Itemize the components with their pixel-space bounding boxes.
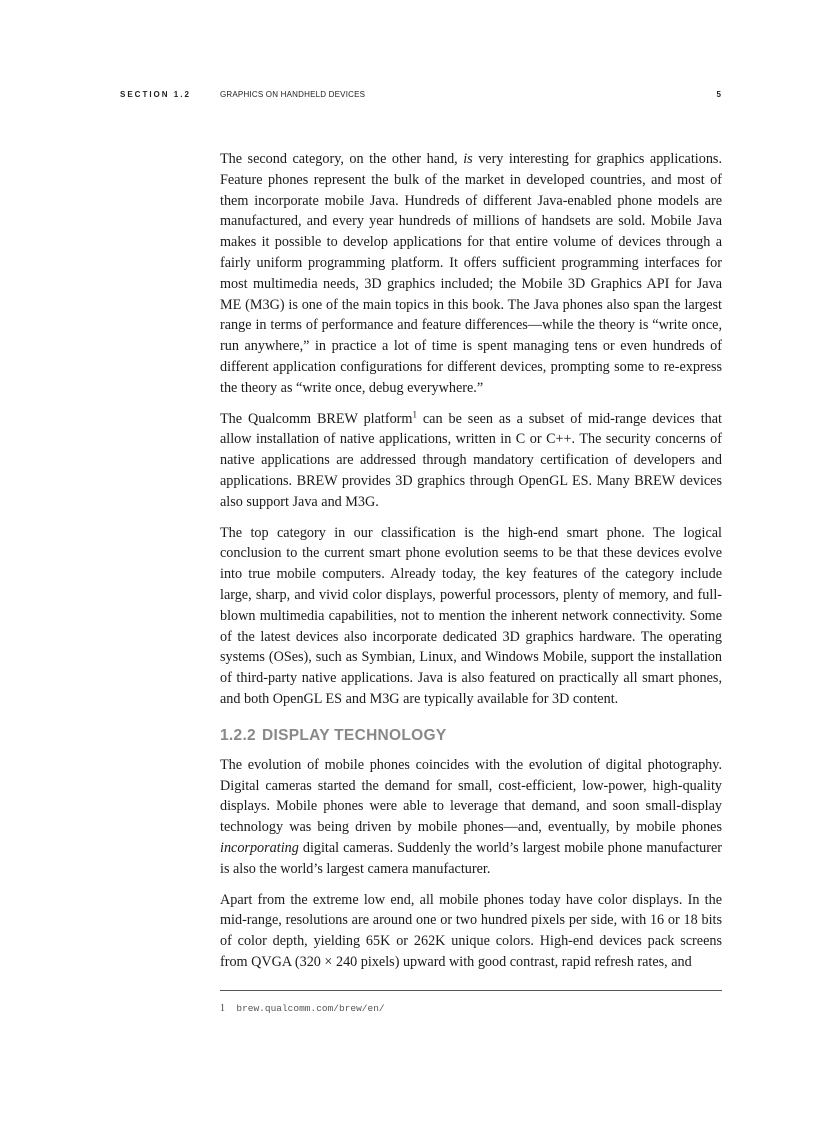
paragraph-1-text-b: very interesting for graphics applications. Feature phones represent the bulk of the market in developed countries, and most of them incorporate mobile Java. Hundreds of different Java-enabled phone models are manufactured, and every year hundreds of millions of handsets are sold. Mobile Java makes it possible to develop applications for that entire volume of devices through a fairly uniform programming platform. It offers sufficient programming interfaces for most multimedia needs, 3D graphics included; the Mobile 3D Graphics API for Java ME (M3G) is one of the main topics in this book. The Java phones also span the largest range in terms of performance and feature differences—while the theory is “write once, run anywhere,” in practice a lot of time is spent managing tens or even hundreds of different application configurations for different devices, prompting some to re-express the theory as “write once, debug everywhere.”: [220, 151, 722, 396]
paragraph-2: [220, 409, 722, 513]
paragraph-4-emphasis: incorporating: [220, 839, 299, 856]
paragraph-1-emphasis: is: [463, 151, 473, 167]
chapter-title: GRAPHICS ON HANDHELD DEVICES: [220, 90, 366, 99]
section-heading: [220, 726, 722, 746]
footnote: [220, 1003, 385, 1014]
paragraph-4-text-a: The evolution of mobile phones coincides with the evolution of digital photography. Digital cameras started the demand for small, cost-efficient, low-power, high-quality displays. Mobile phones were able to leverage that demand, and soon small-display technology was being driven by mobile phones—and, eventually, by mobile phones: [220, 756, 722, 836]
paragraph-5: Apart from the extreme low end, all mobile phones today have color displays. In the mid-range, resolutions are around one or two hundred pixels per side, with 16 or 18 bits of color depth, yielding 65K or 262K unique colors. High-end devices pack screens from QVGA (320 × 240 pixels) upward with good contrast, rapid refresh rates, and: [220, 891, 722, 970]
footnote-divider: [220, 990, 722, 991]
paragraph-4-text-b: digital cameras. Suddenly the world’s largest mobile phone manufacturer is also the world’s largest camera manufacturer.: [220, 839, 722, 877]
paragraph-4: [220, 755, 722, 880]
body-text: [220, 149, 722, 983]
section-heading-number: 1.2.2: [220, 726, 256, 744]
paragraph-1-text-a: The second category, on the other hand,: [220, 151, 464, 167]
paragraph-3: The top category in our classification is the high-end smart phone. The logical conclusion to the current smart phone evolution seems to be that these devices evolve into true mobile computers. Already today, the key features of the category include large, sharp, and vivid color displays, powerful processors, plenty of memory, and full-blown multimedia capabilities, not to mention the inherent network connectivity. Some of the latest devices also incorporate dedicated 3D graphics hardware. The operating systems (OSes), such as Symbian, Linux, and Windows Mobile, support the installation of third-party native applications. Java is also featured on practically all smart phones, and both OpenGL ES and M3G are typically available for 3D content.: [220, 524, 722, 707]
section-heading-title: DISPLAY TECHNOLOGY: [261, 726, 447, 744]
paragraph-2-text-a: The Qualcomm BREW platform: [220, 410, 413, 427]
page-number: 5: [716, 90, 721, 99]
running-head: [120, 90, 721, 104]
footnote-number: 1: [220, 1003, 225, 1014]
footnote-url[interactable]: brew.qualcomm.com/brew/en/: [236, 1003, 385, 1014]
section-label: SECTION 1.2: [120, 90, 191, 99]
paragraph-1: [220, 149, 722, 399]
paragraph-2-text-b: can be seen as a subset of mid-range devices that allow installation of native applications, written in C or C++. The security concerns of native applications are addressed through mandatory certification of developers and applications. BREW provides 3D graphics through OpenGL ES. Many BREW devices also support Java and M3G.: [220, 410, 722, 510]
footnote-reference[interactable]: 1: [412, 408, 417, 419]
